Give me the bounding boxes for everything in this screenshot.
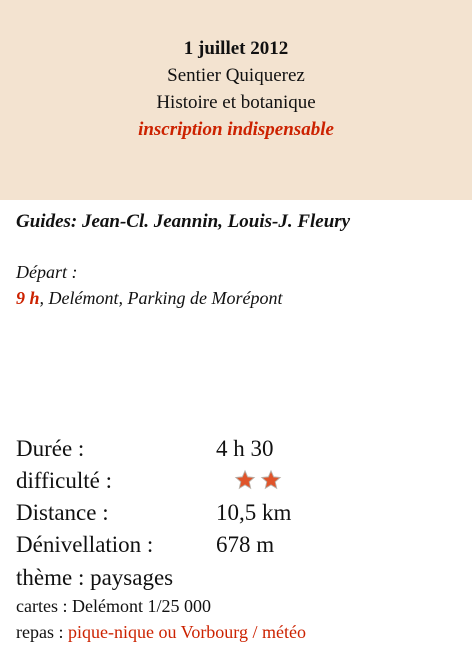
depart-info: [16, 288, 282, 309]
difficulte-row: [16, 468, 112, 494]
cartes-row: [16, 596, 211, 617]
event-date: 1 juillet 2012: [183, 38, 289, 59]
distance-label: Distance :: [16, 500, 109, 525]
duree-value-wrap: [216, 436, 274, 462]
denivellation-value: 678 m: [216, 532, 275, 557]
event-title: Sentier Quiquerez: [167, 65, 305, 86]
difficulty-star-icon: [260, 469, 282, 491]
duree-value: 4 h 30: [216, 436, 274, 461]
guides-line: Guides: Jean-Cl. Jeannin, Louis-J. Fleury: [16, 211, 351, 232]
difficulty-rating: [234, 469, 282, 491]
registration-notice: inscription indispensable: [138, 119, 334, 140]
distance-row: [16, 500, 109, 526]
event-subtitle: Histoire et botanique: [156, 92, 316, 113]
duree-row: [16, 436, 84, 462]
cartes-text: cartes : Delémont 1/25 000: [16, 596, 211, 616]
event-header: [0, 0, 472, 200]
denivellation-row: [16, 532, 153, 558]
denivellation-label: Dénivellation :: [16, 532, 154, 557]
repas-label: repas :: [16, 622, 68, 642]
depart-label: Départ :: [16, 262, 78, 282]
distance-value-wrap: [216, 500, 291, 526]
difficulty-star-icon: [234, 469, 256, 491]
depart-place: , Delémont, Parking de Morépont: [39, 288, 283, 308]
repas-value: pique-nique ou Vorbourg / météo: [67, 622, 306, 642]
denivellation-value-wrap: [216, 532, 274, 558]
depart-time: 9 h: [16, 288, 40, 308]
difficulte-label: difficulté :: [16, 468, 113, 493]
theme-row: [16, 565, 173, 591]
theme-text: thème : paysages: [16, 565, 174, 590]
distance-value: 10,5 km: [216, 500, 292, 525]
repas-row: [16, 622, 306, 643]
duree-label: Durée :: [16, 436, 85, 461]
